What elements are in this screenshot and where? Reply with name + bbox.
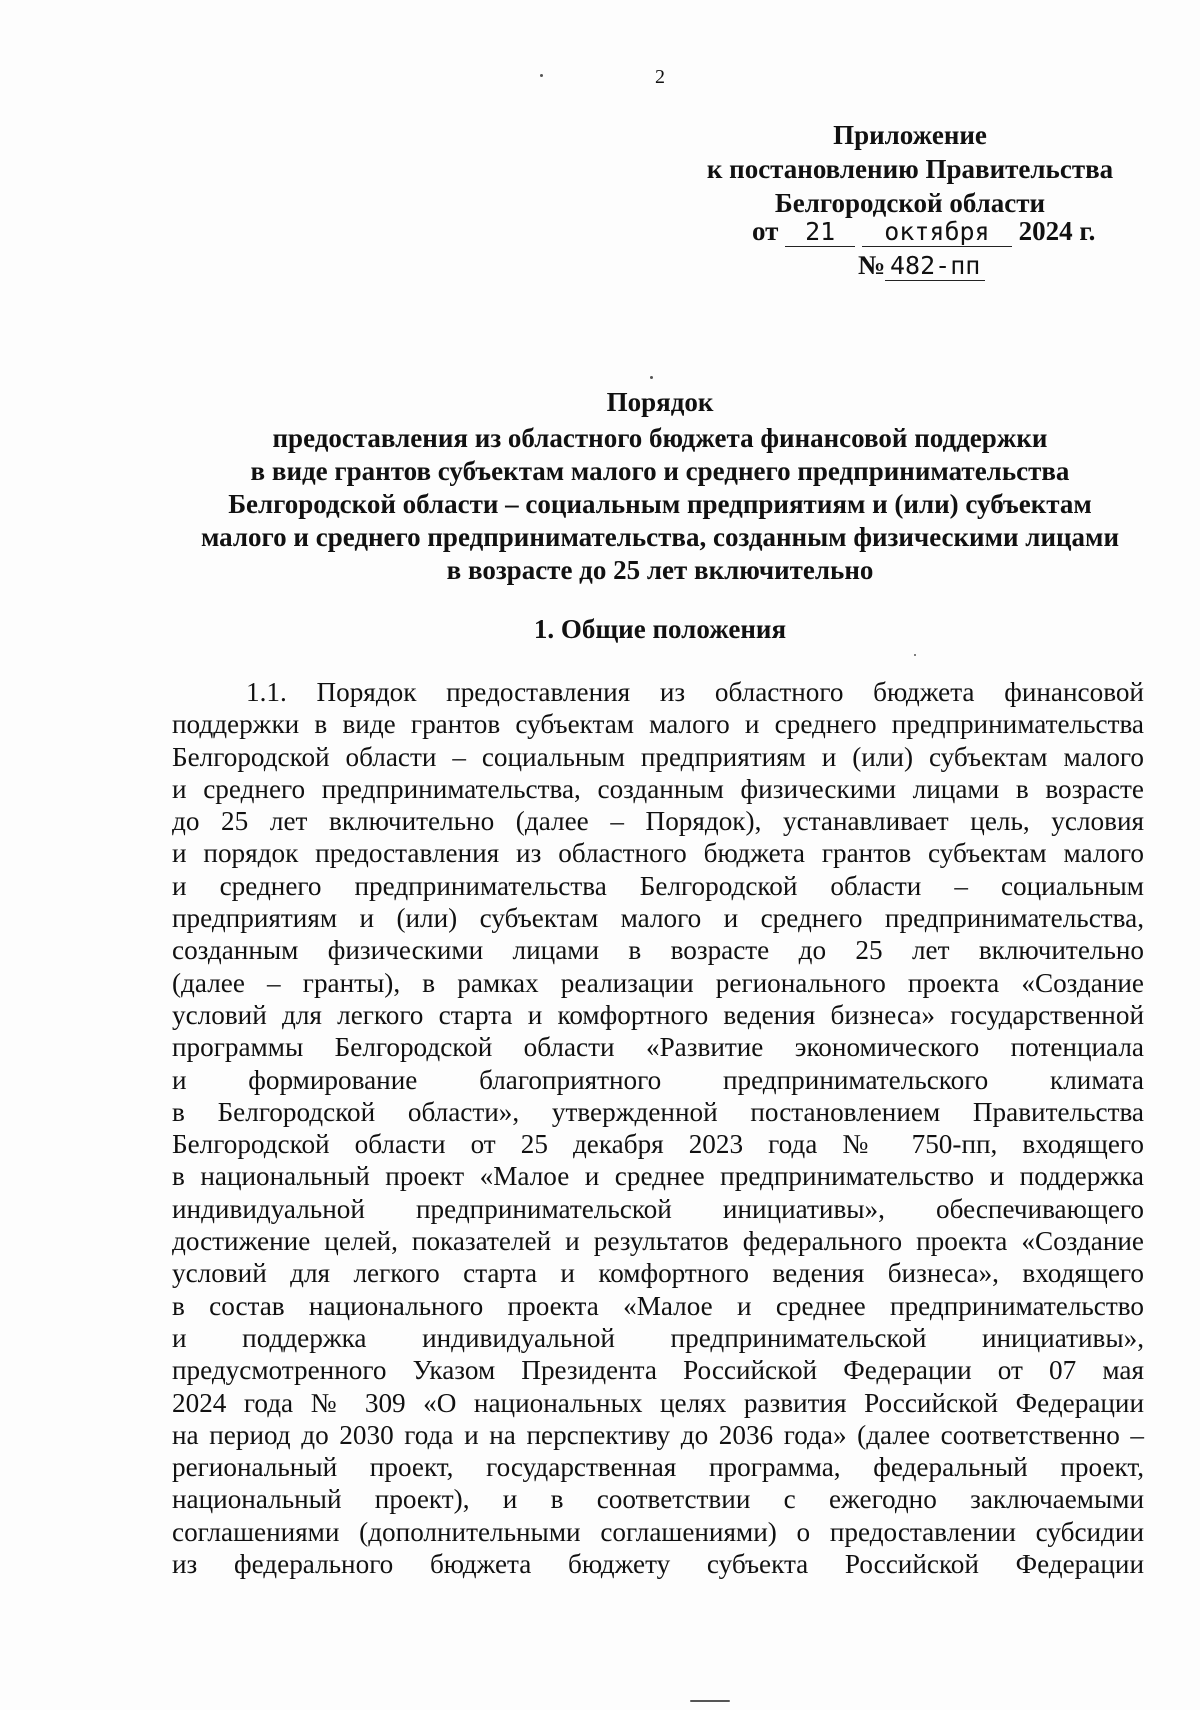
paragraph-line: Белгородской области от 25 декабря 2023 года № 750-пп, входящего (172, 1129, 1144, 1160)
number-prefix: № (858, 250, 886, 280)
paragraph-line: условий для легкого старта и комфортного ведения бизнеса» государственной (172, 999, 1144, 1030)
paragraph-line: 2024 года № 309 «О национальных целях развития Российской Федерации (172, 1387, 1144, 1418)
paragraph-line: региональный проект, государственная программа, федеральный проект, (172, 1452, 1144, 1483)
paragraph-line: национальный проект), и в соответствии с ежегодно заключаемыми (172, 1484, 1144, 1515)
paragraph-1-1 (172, 676, 1144, 1580)
date-year: 2024 г. (1018, 216, 1096, 246)
paragraph-line: предприятиям и (или) субъектам малого и среднего предпринимательства, (172, 903, 1144, 934)
title-line: малого и среднего предпринимательства, созданным физическими лицами (200, 522, 1120, 552)
paragraph-line: на период до 2030 года и на перспективу до 2036 года» (далее соответственно – (172, 1419, 1144, 1450)
title-line: в возрасте до 25 лет включительно (446, 555, 874, 585)
paragraph-line: и среднего предпринимательства, созданным физическими лицами в возрасте (172, 773, 1144, 804)
paragraph-line: и формирование благоприятного предпринимательского климата (172, 1064, 1144, 1095)
title-line: в виде грантов субъектам малого и среднего предпринимательства (250, 456, 1070, 486)
page-number: 2 (655, 66, 665, 88)
paragraph-line: в национальный проект «Малое и среднее предпринимательство и поддержка (172, 1161, 1144, 1192)
scan-speck (690, 1700, 730, 1702)
paragraph-line: индивидуальной предпринимательской инициативы», обеспечивающего (172, 1193, 1144, 1224)
paragraph-line: созданным физическими лицами в возрасте до 25 лет включительно (172, 935, 1144, 966)
scan-speck (540, 74, 543, 77)
appendix-line: Белгородской области (774, 188, 1046, 218)
date-day: 21 (785, 218, 855, 247)
number-value: 482-пп (885, 252, 985, 281)
appendix-date (752, 216, 1095, 247)
paragraph-line: в Белгородской области», утвержденной постановлением Правительства (172, 1096, 1144, 1127)
title-heading: Порядок (606, 387, 714, 417)
document-title (160, 386, 1160, 587)
paragraph-line: и поддержка индивидуальной предпринимательской инициативы», (172, 1322, 1144, 1353)
paragraph-line: достижение целей, показателей и результатов федерального проекта «Создание (172, 1226, 1144, 1257)
paragraph-line: предусмотренного Указом Президента Российской Федерации от 07 мая (172, 1355, 1144, 1386)
paragraph-line: 1.1. Порядок предоставления из областного бюджета финансовой (246, 677, 1144, 707)
date-month: октября (862, 218, 1012, 247)
scan-speck (650, 376, 653, 379)
paragraph-line: и порядок предоставления из областного бюджета грантов субъектам малого (172, 838, 1144, 869)
appendix-line: к постановлению Правительства (706, 154, 1114, 184)
date-prefix: от (752, 216, 779, 246)
paragraph-line: Белгородской области – социальным предприятиям и (или) субъектам малого (172, 741, 1144, 772)
paragraph-line: до 25 лет включительно (далее – Порядок), устанавливает цель, условия (172, 806, 1144, 837)
paragraph-line: поддержки в виде грантов субъектам малого и среднего предпринимательства (172, 709, 1144, 740)
paragraph-line: в состав национального проекта «Малое и среднее предпринимательство (172, 1290, 1144, 1321)
paragraph-line: программы Белгородской области «Развитие экономического потенциала (172, 1032, 1144, 1063)
appendix-line: Приложение (833, 120, 987, 150)
title-line: предоставления из областного бюджета финансовой поддержки (272, 423, 1048, 453)
paragraph-line: и среднего предпринимательства Белгородской области – социальным (172, 870, 1144, 901)
section-heading: 1. Общие положения (533, 614, 787, 644)
title-line: Белгородской области – социальным предприятиям и (или) субъектам (228, 489, 1092, 519)
paragraph-line: (далее – гранты), в рамках реализации регионального проекта «Создание (172, 967, 1144, 998)
paragraph-line: из федерального бюджета бюджету субъекта Российской Федерации (172, 1549, 1144, 1580)
paragraph-line: соглашениями (дополнительными соглашениями) о предоставлении субсидии (172, 1516, 1144, 1547)
paragraph-line: условий для легкого старта и комфортного ведения бизнеса», входящего (172, 1258, 1144, 1289)
appendix-header (680, 118, 1200, 220)
appendix-number (858, 250, 985, 281)
scan-speck (914, 654, 916, 656)
